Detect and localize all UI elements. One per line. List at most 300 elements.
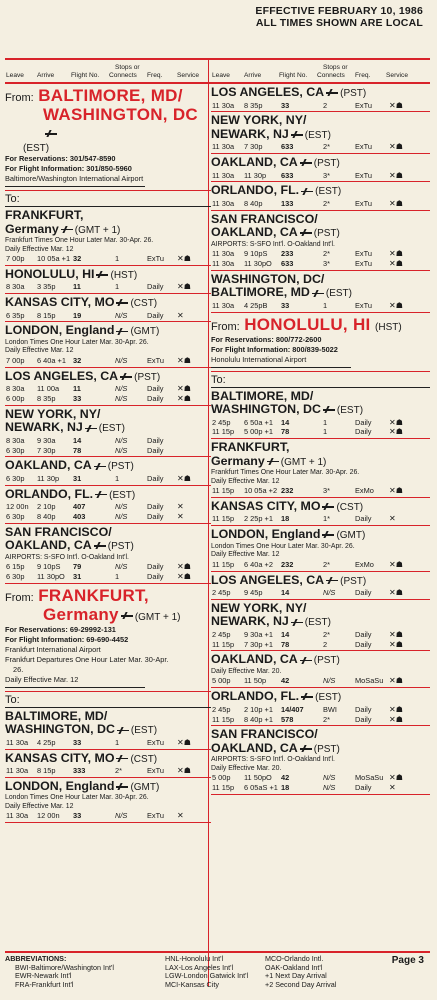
flight-row: [211, 142, 430, 152]
flight-row: [211, 773, 430, 783]
destination-block: [5, 750, 211, 778]
abbreviations: [5, 951, 430, 989]
frequency: ExTu: [355, 142, 372, 152]
arrival-time: 5 00p +1: [244, 427, 273, 437]
destination-name: [5, 459, 211, 474]
airport-name: Honolulu International Airport: [211, 354, 307, 364]
arrival-time: 8 35p: [244, 100, 263, 110]
origin-name-2: WASHINGTON, DC: [43, 105, 199, 124]
departure-time: 11 30a: [6, 811, 29, 821]
arrival-time: 6 05aS +1: [244, 783, 278, 793]
destination-note: Daily Effective Mar. 12: [211, 477, 280, 485]
service-icons: ✕☗: [389, 676, 403, 686]
destination-block: [211, 271, 430, 313]
abbr-item: HNL-Honolulu Int'l: [165, 954, 224, 963]
departure-time: 11 30a: [212, 249, 235, 259]
flight-number: 232: [281, 486, 294, 496]
right-column: [211, 58, 430, 795]
col-header-leave: Leave: [212, 72, 230, 79]
frequency: ExTu: [355, 170, 372, 180]
destination-name: [211, 653, 430, 668]
abbr-item: LGW-London Gatwick Int'l: [165, 971, 249, 981]
flight-row: [211, 427, 430, 437]
flight-row: [5, 384, 211, 394]
departure-time: 2 45p: [212, 629, 231, 639]
flight-row: [211, 259, 430, 269]
destination-city: NEW YORK, NY/: [5, 406, 101, 421]
frequency: ExTu: [355, 258, 372, 268]
destination-name: [5, 710, 211, 724]
airplane-icon: [326, 577, 338, 584]
flight-row: [5, 562, 211, 572]
destination-note: Daily Effective Mar. 12: [5, 802, 74, 810]
to-label: To:: [211, 371, 430, 388]
underline: [5, 186, 145, 187]
col-header-flight: Flight No.: [279, 72, 308, 79]
destination-note: Frankfurt Times One Hour Later Mar. 30-Apr. 26.: [211, 469, 360, 477]
destination-note: AIRPORTS: S-SFO Int'l. O-Oakland Int'l.: [5, 553, 129, 561]
flight-number: 633: [281, 142, 294, 152]
service-icons: ✕☗: [177, 562, 191, 572]
from-label: From:: [211, 320, 240, 333]
frequency: ExTu: [147, 737, 164, 747]
flight-number: 333: [73, 766, 86, 776]
destination-name: [211, 156, 430, 171]
destination-block: [211, 154, 430, 182]
abbr-col-2: [165, 955, 248, 989]
departure-time: 11 30a: [6, 737, 29, 747]
arrival-time: 8 40p: [37, 511, 56, 521]
frequency: ExTu: [147, 355, 164, 365]
flight-number: 31: [73, 473, 82, 483]
destination-name: [5, 752, 211, 767]
departure-time: 6 30p: [6, 445, 25, 455]
arrival-time: 6 40a +1: [37, 355, 66, 365]
stops: N/S: [115, 511, 128, 521]
destination-name-2: [5, 421, 211, 436]
destination-timezone: (EST): [109, 489, 136, 501]
stops: 2*: [323, 714, 330, 724]
destination-name: [5, 780, 211, 795]
destination-name: [211, 441, 430, 455]
destination-note: Daily Effective Mar. 12: [5, 347, 74, 355]
stops: 2*: [323, 249, 330, 259]
destination-city: BALTIMORE, MD/: [211, 388, 314, 403]
origin-name: HONOLULU, HI: [244, 314, 371, 334]
airplane-icon: [121, 612, 133, 619]
destination-city-2: WASHINGTON, DC: [211, 402, 321, 417]
stops: N/S: [115, 502, 128, 512]
destination-name: [211, 500, 430, 515]
destination-timezone: (CST): [336, 501, 364, 513]
flight-row: [5, 572, 211, 582]
abbr-item: +1 Next Day Arrival: [265, 971, 327, 981]
stops: 1: [115, 737, 120, 747]
origin-name-2: Germany: [43, 604, 119, 624]
frequency: Daily: [147, 393, 164, 403]
destination-name-2: [211, 128, 430, 143]
service-icons: ✕☗: [389, 639, 403, 649]
destination-note: London Times One Hour Later Mar. 30-Apr. 26.: [211, 542, 355, 550]
stops: 2*: [323, 198, 330, 208]
arrival-time: 8 15p: [37, 310, 56, 320]
service-icons: ✕☗: [177, 473, 191, 483]
frequency: ExTu: [355, 300, 372, 310]
arrival-time: 7 30p: [37, 445, 56, 455]
airplane-icon: [116, 783, 128, 790]
origin-note: Daily Effective Mar. 12: [5, 674, 79, 684]
frequency: Daily: [355, 704, 372, 714]
destination-timezone: (PST): [107, 461, 134, 473]
flight-row: [211, 715, 430, 725]
stops: N/S: [115, 384, 128, 394]
destination-timezone: (PST): [107, 541, 134, 553]
service-icons: ✕☗: [389, 629, 403, 639]
abbr-item: BWI-Baltimore/Washington Int'l: [15, 962, 114, 972]
arrival-time: 11 30pO: [244, 258, 272, 268]
destination-note: Daily Effective Mar. 12: [5, 245, 74, 253]
service-icons: ✕☗: [389, 486, 403, 496]
col-header-arrive: Arrive: [244, 72, 262, 79]
flight-number: 232: [281, 559, 294, 569]
stops: N/S: [115, 393, 128, 403]
flight-number: 578: [281, 714, 294, 724]
destination-name: [5, 268, 211, 283]
flight-number: 33: [73, 811, 82, 821]
departure-time: 6 35p: [6, 310, 25, 320]
destination-city: WASHINGTON, DC/: [211, 271, 325, 286]
destination-name-2: [211, 742, 430, 757]
airplane-icon: [95, 491, 107, 498]
flight-row: [211, 486, 430, 496]
service-icons: ✕☗: [389, 258, 403, 268]
left-column: [5, 58, 211, 823]
destination-block: [5, 368, 211, 406]
stops: 2*: [323, 142, 330, 152]
departure-time: 11 15p: [212, 783, 235, 793]
departure-time: 6 30p: [6, 511, 25, 521]
stops: 1*: [323, 514, 330, 524]
destination-timezone: (PST): [340, 575, 367, 587]
service-icons: ✕☗: [389, 427, 403, 437]
destination-note: AIRPORTS: S-SFO Int'l. O-Oakland Int'l.: [211, 756, 335, 764]
service-icons: ✕☗: [177, 254, 191, 263]
destination-city: NEW YORK, NY/: [211, 113, 307, 128]
service-icons: ✕☗: [177, 737, 191, 747]
destination-note: London Times One Hour Later Mar. 30-Apr. 26.: [5, 794, 149, 802]
destination-city: OAKLAND, CA: [5, 458, 92, 473]
destination-block: [5, 294, 211, 322]
destination-timezone: (HST): [110, 269, 138, 281]
airplane-icon: [116, 755, 128, 762]
destination-city: ORLANDO, FL.: [211, 183, 300, 198]
destination-timezone: (EST): [98, 423, 125, 435]
stops: 1: [323, 427, 328, 437]
service-icons: ✕☗: [177, 393, 191, 403]
origin-block: [5, 587, 211, 708]
departure-time: 5 00p: [212, 676, 231, 686]
col-header-stops: Stops or: [323, 64, 348, 71]
airplane-icon: [300, 159, 312, 166]
arrival-time: 9 10pS: [244, 249, 268, 259]
flight-number: 18: [281, 783, 290, 793]
frequency: Daily: [355, 417, 372, 427]
airplane-icon: [116, 299, 128, 306]
flight-number: 14: [73, 435, 82, 445]
destination-city-2: OAKLAND, CA: [5, 538, 92, 553]
departure-time: 6 15p: [6, 562, 25, 572]
destination-timezone: (EST): [315, 186, 342, 198]
destination-block: [211, 84, 430, 112]
reservations-phone: For Reservations: 69-29992-131: [5, 624, 116, 634]
origin-note: Frankfurt Departures One Hour Later Mar. 30-Apr.: [5, 654, 169, 664]
destination-block: [211, 439, 430, 498]
destination-city: LOS ANGELES, CA: [211, 572, 325, 587]
destination-city-2: BALTIMORE, MD: [211, 285, 310, 300]
destination-city: SAN FRANCISCO/: [211, 727, 318, 742]
origin-note: 26.: [13, 664, 24, 674]
destination-name-2: [211, 455, 430, 470]
airplane-icon: [120, 373, 132, 380]
schedule-header: [255, 5, 423, 29]
arrival-time: 11 50p: [244, 676, 267, 686]
from-label: From:: [5, 92, 34, 104]
flight-number: 32: [73, 355, 82, 365]
flight-row: [5, 446, 211, 456]
stops: 1: [323, 300, 328, 310]
arrival-time: 3 35p: [37, 282, 56, 292]
arrival-time: 7 30p +1: [244, 639, 273, 649]
airplane-icon: [322, 531, 334, 538]
arrival-time: 11 30pO: [37, 572, 65, 582]
arrival-time: 2 10p +1: [244, 704, 273, 714]
destination-timezone: (GMT + 1): [280, 456, 327, 468]
frequency: Daily: [147, 572, 164, 582]
destination-name: [211, 184, 430, 199]
frequency: Daily: [147, 502, 164, 512]
service-icons: ✕☗: [389, 714, 403, 724]
destination-block: [211, 211, 430, 271]
destination-block: [5, 457, 211, 485]
departure-time: 11 30a: [212, 258, 235, 268]
airplane-icon: [300, 229, 312, 236]
destination-city-2: NEWARK, NJ: [211, 126, 289, 141]
arrival-time: 4 25p: [37, 737, 56, 747]
departure-time: 11 30a: [212, 300, 235, 310]
destination-city: OAKLAND, CA: [211, 155, 298, 170]
destination-city: ORLANDO, FL.: [211, 689, 300, 704]
destination-name: [5, 526, 211, 540]
stops: 3*: [323, 170, 330, 180]
origin-name: FRANKFURT,: [38, 585, 149, 605]
service-icons: ✕: [389, 783, 396, 793]
frequency: Daily: [355, 427, 372, 437]
flight-row: [211, 705, 430, 715]
service-icons: ✕☗: [389, 100, 403, 110]
departure-time: 11 15p: [212, 427, 235, 437]
flight-row: [5, 394, 211, 404]
stops: 2*: [323, 559, 330, 569]
service-icons: ✕: [389, 514, 396, 524]
stops: 1: [115, 473, 120, 483]
destination-city: NEW YORK, NY/: [211, 600, 307, 615]
destination-timezone: (CST): [130, 753, 158, 765]
col-header-arrive: Arrive: [37, 72, 55, 79]
destination-name: [5, 488, 211, 503]
flight-row: [211, 301, 430, 311]
page-number: Page 3: [391, 955, 424, 966]
col-header-service: Service: [386, 72, 408, 79]
stops: 2*: [115, 766, 122, 776]
destination-city: LONDON, England: [211, 527, 321, 542]
stops: 2*: [323, 629, 330, 639]
stops: N/S: [323, 783, 336, 793]
col-header-freq: Freq.: [355, 72, 371, 79]
airplane-icon: [322, 503, 334, 510]
airplane-icon: [117, 727, 129, 734]
destination-city: LONDON, England: [5, 323, 115, 338]
departure-time: 11 30a: [212, 142, 235, 152]
service-icons: ✕: [177, 310, 184, 320]
departure-time: 11 15p: [212, 514, 235, 524]
destination-name: [211, 528, 430, 543]
abbr-item: EWR-Newark Int'l: [15, 971, 72, 981]
airplane-icon: [94, 542, 106, 549]
arrival-time: 11 50pO: [244, 773, 272, 783]
destination-city-2: NEWARK, NJ: [5, 420, 83, 435]
frequency: Daily: [147, 473, 164, 483]
destination-note: Frankfurt Times One Hour Later Mar. 30-Apr. 26.: [5, 237, 154, 244]
column-headers: [211, 58, 430, 84]
abbr-col-3: [265, 955, 336, 989]
departure-time: 5 00p: [212, 773, 231, 783]
destination-block: [211, 651, 430, 688]
airplane-icon: [94, 463, 106, 470]
column-headers: [5, 58, 211, 84]
destination-name: [211, 602, 430, 616]
arrival-time: 8 15p: [37, 766, 56, 776]
flight-row: [5, 356, 211, 366]
service-icons: ✕☗: [389, 198, 403, 208]
destination-block: [5, 778, 211, 823]
arrival-time: 8 40p +1: [244, 714, 273, 724]
frequency: ExTu: [355, 198, 372, 208]
flight-row: [211, 418, 430, 428]
airplane-icon: [301, 188, 313, 195]
local-times-note: ALL TIMES SHOWN ARE LOCAL: [255, 17, 423, 29]
stops: 3*: [323, 486, 330, 496]
destination-city-2: OAKLAND, CA: [211, 740, 298, 755]
airplane-icon: [116, 328, 128, 335]
to-label: To:: [5, 190, 211, 207]
arrival-time: 2 25p +1: [244, 514, 273, 524]
stops: N/S: [115, 355, 128, 365]
destination-name: [211, 690, 430, 705]
destination-name-2: [5, 539, 211, 554]
flight-row: [5, 738, 211, 748]
airplane-icon: [312, 290, 324, 297]
frequency: ExMo: [355, 559, 374, 569]
flight-row: [5, 282, 211, 292]
destination-name-2: [211, 403, 430, 418]
abbr-item: OAK-Oakland Int'l: [265, 962, 323, 972]
destination-city: KANSAS CITY, MO: [211, 498, 321, 513]
abbr-item: MCO-Orlando Intl.: [265, 954, 324, 963]
origin-title: [5, 87, 211, 106]
frequency: Daily: [147, 384, 164, 394]
departure-time: 2 45p: [212, 417, 231, 427]
destination-block: [211, 600, 430, 652]
service-icons: ✕☗: [389, 249, 403, 259]
destination-timezone: (PST): [313, 228, 340, 240]
destination-timezone: (GMT): [130, 326, 160, 338]
departure-time: 7 00p: [6, 355, 25, 365]
destination-name: [5, 408, 211, 422]
flight-number: 33: [281, 100, 290, 110]
arrival-time: 4 25pB: [244, 300, 268, 310]
destination-note: AIRPORTS: S-SFO Int'l. O-Oakland Int'l.: [211, 240, 335, 248]
effective-date: EFFECTIVE FEBRUARY 10, 1986: [255, 5, 423, 17]
airplane-icon: [301, 693, 313, 700]
airplane-icon: [300, 745, 312, 752]
destination-timezone: (EST): [315, 692, 342, 704]
destination-name: [211, 574, 430, 589]
destination-block: [211, 182, 430, 210]
service-icons: ✕: [177, 811, 184, 821]
stops: N/S: [323, 588, 336, 598]
destination-note: Daily Effective Mar. 20.: [211, 667, 282, 675]
flight-number: 233: [281, 249, 294, 259]
flight-row: [5, 766, 211, 776]
stops: 1: [115, 282, 120, 292]
destination-block: [211, 726, 430, 795]
service-icons: ✕☗: [177, 572, 191, 582]
abbr-title: ABBREVIATIONS:: [5, 954, 67, 963]
col-header-connects: Connects: [109, 72, 137, 79]
arrival-time: 12 00n: [37, 811, 60, 821]
departure-time: 8 30a: [6, 435, 25, 445]
destination-name-2: [5, 223, 211, 238]
origin-name: BALTIMORE, MD/: [38, 86, 183, 105]
airplane-icon: [267, 458, 279, 465]
flight-row: [211, 249, 430, 259]
destination-city: HONOLULU, HI: [5, 266, 95, 281]
destination-name: [211, 213, 430, 227]
airport-name: Frankfurt International Airport: [5, 644, 101, 654]
reservations-phone: For Reservations: 301/547-8590: [5, 154, 116, 163]
service-icons: ✕☗: [389, 170, 403, 180]
flight-number: 11: [73, 282, 81, 292]
frequency: Daily: [147, 435, 164, 445]
abbr-item: FRA-Frankfurt Int'l: [15, 979, 74, 989]
flight-row: [211, 560, 430, 570]
destination-city: SAN FRANCISCO/: [5, 524, 112, 539]
destination-city: FRANKFURT,: [211, 440, 290, 455]
destination-timezone: (EST): [304, 617, 331, 629]
destination-block: [5, 406, 211, 458]
origin-timezone: (EST): [23, 143, 50, 154]
flight-number: 633: [281, 258, 294, 268]
col-header-leave: Leave: [6, 72, 24, 79]
destination-city: LOS ANGELES, CA: [211, 85, 325, 99]
flight-row: [211, 101, 430, 111]
destination-block: [5, 486, 211, 524]
departure-time: 11 30a: [212, 170, 235, 180]
arrival-time: 6 40a +2: [244, 559, 273, 569]
destination-block: [5, 322, 211, 367]
flight-row: [211, 783, 430, 793]
abbr-item: +2 Second Day Arrival: [265, 979, 337, 989]
